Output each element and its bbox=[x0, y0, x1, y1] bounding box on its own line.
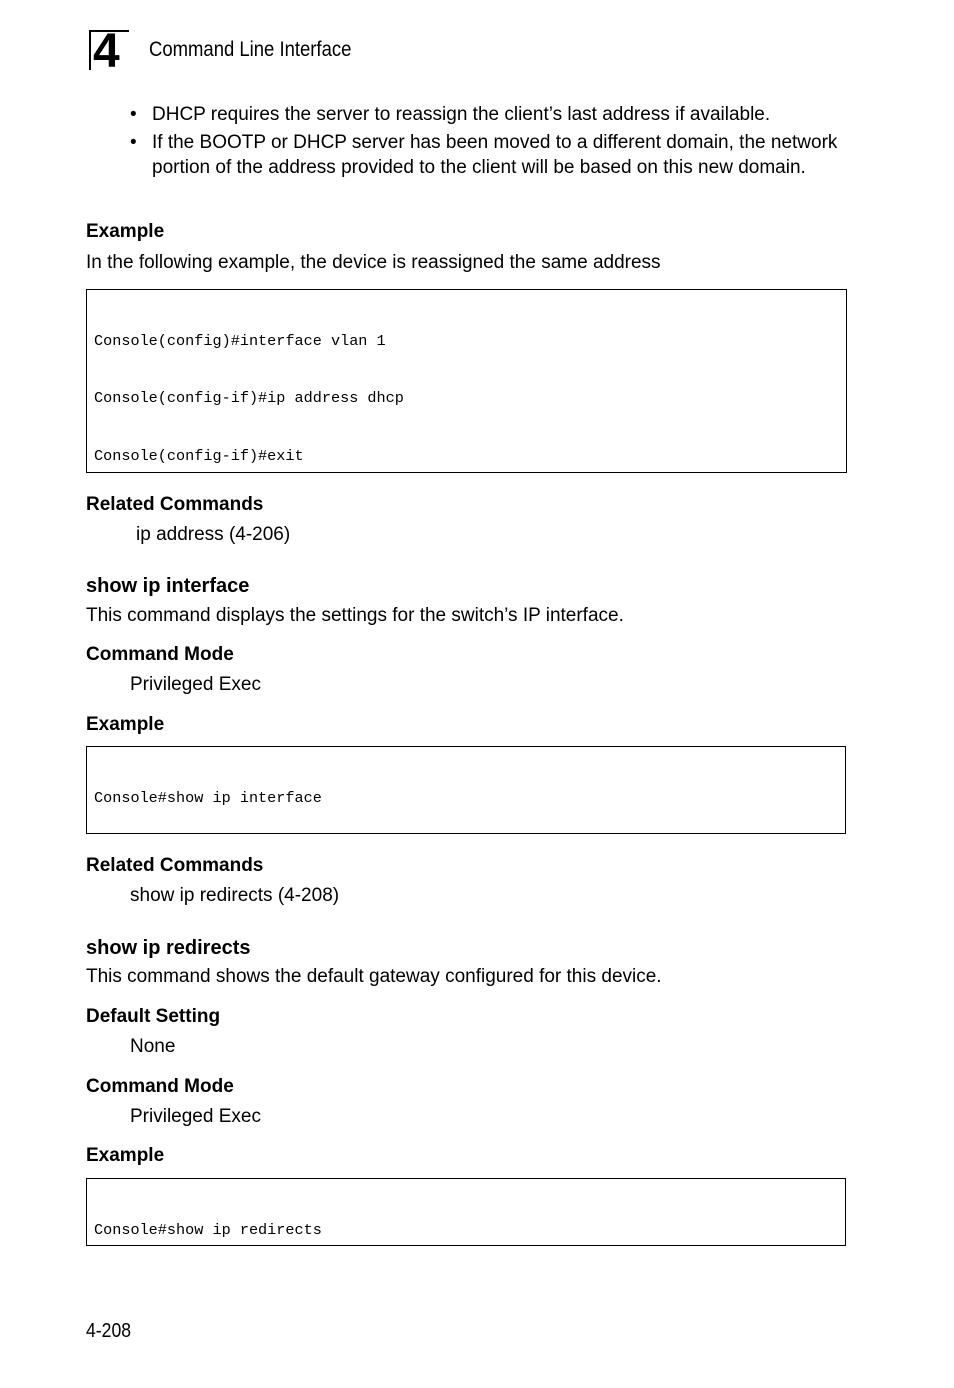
default-setting-value: None bbox=[130, 1036, 176, 1057]
bullet-marker: • bbox=[130, 131, 137, 153]
example-heading: Example bbox=[86, 221, 165, 242]
command-description: This command displays the settings for the switch’s IP interface. bbox=[86, 605, 624, 626]
command-mode-heading: Command Mode bbox=[86, 1076, 234, 1097]
command-description: This command shows the default gateway configured for this device. bbox=[86, 966, 662, 987]
code-line: Console(config)#interface vlan 1 bbox=[94, 331, 386, 350]
command-title: show ip interface bbox=[86, 575, 250, 597]
chapter-number: 4 bbox=[89, 30, 129, 70]
command-mode-heading: Command Mode bbox=[86, 644, 234, 665]
example-intro: In the following example, the device is reassigned the same address bbox=[86, 252, 661, 273]
code-example-show-ip-redirects bbox=[86, 1178, 846, 1246]
example-heading: Example bbox=[86, 1145, 165, 1166]
code-example-dhcp-restart bbox=[86, 289, 847, 473]
page-number: 4-208 bbox=[86, 1320, 132, 1342]
code-example-show-ip-interface bbox=[86, 746, 846, 834]
list-item bbox=[130, 102, 870, 128]
example-heading: Example bbox=[86, 714, 165, 735]
running-header-title: Command Line Interface bbox=[149, 38, 352, 61]
bullet-text: If the BOOTP or DHCP server has been moved to a different domain, the network portion of the address provided to the client will be based on this new domain. bbox=[152, 131, 838, 178]
code-line: Console(config-if)#exit bbox=[94, 447, 304, 466]
bullet-text: DHCP requires the server to reassign the client’s last address if available. bbox=[152, 104, 771, 125]
default-setting-heading: Default Setting bbox=[86, 1006, 221, 1027]
code-line: Console(config-if)#ip address dhcp bbox=[94, 389, 404, 408]
related-commands-heading: Related Commands bbox=[86, 494, 264, 515]
related-command-link[interactable]: ip address (4-206) bbox=[136, 524, 291, 545]
list-item bbox=[130, 130, 870, 181]
command-mode-value: Privileged Exec bbox=[130, 674, 261, 695]
bullet-list bbox=[130, 102, 870, 181]
bullet-marker: • bbox=[130, 104, 137, 125]
related-command-link[interactable]: show ip redirects (4-208) bbox=[130, 885, 340, 906]
code-line: Console#show ip redirects bbox=[94, 1220, 322, 1239]
code-line: Console#show ip interface bbox=[94, 788, 322, 807]
related-commands-heading: Related Commands bbox=[86, 855, 264, 876]
command-title: show ip redirects bbox=[86, 937, 251, 959]
command-mode-value: Privileged Exec bbox=[130, 1106, 261, 1127]
